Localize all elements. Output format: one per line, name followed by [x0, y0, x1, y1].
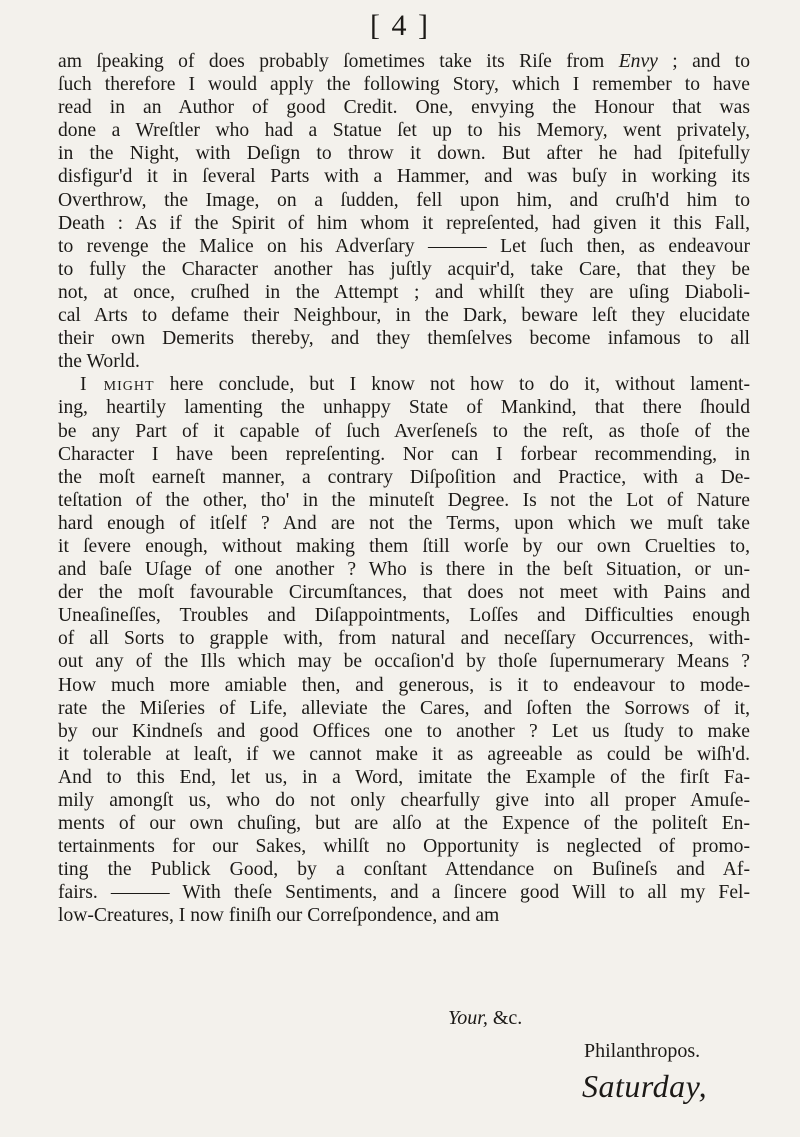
text-line [58, 373, 750, 396]
line-text: fairs. ——— With theſe Sentiments, and a ſincere good Will to all my Fel- [58, 882, 750, 904]
text-line [58, 766, 750, 789]
line-text: in the Night, with Deſign to throw it down. But after he had ſpitefully [58, 143, 750, 165]
line-tail: ; and to [657, 51, 750, 72]
text-line [58, 650, 750, 673]
line-text: read in an Author of good Credit. One, envying the Honour that was [58, 97, 750, 119]
line-text: done a Wreſtler who had a Statue ſet up to his Memory, went privately, [58, 120, 750, 142]
line-text: Uneaſineſſes, Troubles and Diſappointments, Loſſes and Difficulties enough [58, 605, 750, 627]
line-text: ing, heartily lamenting the unhappy State of Mankind, that there ſhould [58, 397, 750, 419]
catchword: Saturday, [582, 1068, 708, 1104]
text-line [58, 443, 750, 466]
page-number: [ 4 ] [370, 9, 430, 42]
line-text: hard enough of itſelf ? And are not the Terms, upon which we muſt take [58, 512, 750, 534]
text-line [58, 304, 750, 327]
line-text: cal Arts to defame their Neighbour, in the Dark, beware leſt they elucidate [58, 305, 750, 327]
line-text: ments of our own chuſing, but are alſo at the Expence of the politeſt En- [58, 813, 750, 835]
line-text: here conclude, but I know not how to do it, without lament- [154, 374, 751, 396]
text-line [58, 789, 750, 812]
line-text: low-Creatures, I now finiſh our Correſpondence, and am [58, 905, 500, 927]
text-line [58, 396, 750, 419]
line-text: How much more amiable then, and generous, is it to endeavour to mode- [58, 674, 750, 696]
closing-your: Your, [448, 1007, 488, 1029]
text-line [58, 604, 750, 627]
text-line [58, 512, 750, 535]
line-text: ting the Publick Good, by a conſtant Attendance on Buſineſs and Af- [58, 859, 750, 881]
line-text: their own Demerits thereby, and they themſelves become infamous to all [58, 328, 750, 350]
text-line [58, 281, 750, 304]
text-line [58, 720, 750, 743]
line-text: be any Part of it capable of ſuch Averſeneſs to the reſt, as thoſe of the [58, 420, 750, 442]
text-line [58, 73, 750, 96]
line-text: by our Kindneſs and good Offices one to another ? Let us ſtudy to make [58, 720, 750, 742]
line-text: Overthrow, the Image, on a ſudden, fell upon him, and cruſh'd him to [58, 189, 750, 211]
line-text: teſtation of the other, tho' in the minuteſt Degree. Is not the Lot of Nature [58, 489, 750, 511]
text-line [58, 420, 750, 443]
text-line [58, 904, 750, 927]
line-text: to revenge the Malice on his Adverſary ——— Let ſuch then, as endeavour [58, 235, 750, 257]
text-line [58, 189, 750, 212]
body-text [58, 50, 750, 928]
line-text: ſuch therefore I would apply the following Story, which I remember to have [58, 74, 750, 96]
text-line [58, 50, 750, 73]
line-text: am ſpeaking of does probably ſometimes take its Riſe from [58, 51, 619, 72]
line-text: and baſe Uſage of one another ? Who is there in the beſt Situation, or un- [58, 559, 750, 581]
line-text: Character I have been repreſenting. Nor can I forbear recommending, in [58, 443, 750, 465]
line-text: tertainments for our Sakes, whilſt no Opportunity is neglected of promo- [58, 836, 750, 858]
text-line [58, 835, 750, 858]
line-text: And to this End, let us, in a Word, imitate the Example of the firſt Fa- [58, 766, 750, 788]
closing-etc: &c. [487, 1007, 523, 1029]
text-line [58, 350, 750, 373]
line-text: the World. [58, 351, 140, 373]
line-text: out any of the Ills which may be occaſion'd by thoſe ſupernumerary Means ? [58, 651, 750, 673]
text-line [58, 212, 750, 235]
signature: Philanthropos. [584, 1040, 701, 1062]
text-line [58, 119, 750, 142]
text-line [58, 581, 750, 604]
text-line [58, 558, 750, 581]
italic-word: Envy [618, 51, 658, 72]
small-caps-opening: I might [80, 374, 155, 396]
line-text: disfigur'd it in ſeveral Parts with a Hammer, and was buſy in working its [58, 166, 750, 188]
text-line [58, 489, 750, 512]
line-text: to fully the Character another has juſtly acquir'd, take Care, that they be [58, 258, 750, 280]
text-line [58, 142, 750, 165]
text-line [58, 743, 750, 766]
text-line [58, 466, 750, 489]
line-text: rate the Miſeries of Life, alleviate the Cares, and ſoften the Sorrows of it, [58, 697, 750, 719]
closing-salutation [448, 1007, 522, 1030]
text-line [58, 258, 750, 281]
text-line [58, 812, 750, 835]
line-text: not, at once, cruſhed in the Attempt ; and whilſt they are uſing Diaboli- [58, 281, 750, 303]
text-line [58, 327, 750, 350]
text-line [58, 674, 750, 697]
text-line [58, 235, 750, 258]
text-line [58, 697, 750, 720]
text-line [58, 535, 750, 558]
line-text: it tolerable at leaſt, if we cannot make it as agreeable as could be wiſh'd. [58, 743, 750, 765]
text-line [58, 881, 750, 904]
line-text: mily amongſt us, who do not only chearfully give into all proper Amuſe- [58, 790, 750, 811]
line-text: it ſevere enough, without making them ſtill worſe by our own Cruelties to, [58, 535, 750, 557]
text-line [58, 627, 750, 650]
text-line [58, 858, 750, 881]
text-line [58, 165, 750, 188]
line-text: Death : As if the Spirit of him whom it repreſented, had given it this Fall, [58, 212, 750, 234]
line-text: the moſt earneſt manner, a contrary Diſpoſition and Practice, with a De- [58, 466, 750, 488]
text-line [58, 96, 750, 119]
line-text: der the moſt favourable Circumſtances, that does not meet with Pains and [58, 582, 750, 604]
line-text: of all Sorts to grapple with, from natural and neceſſary Occurrences, with- [58, 628, 750, 650]
